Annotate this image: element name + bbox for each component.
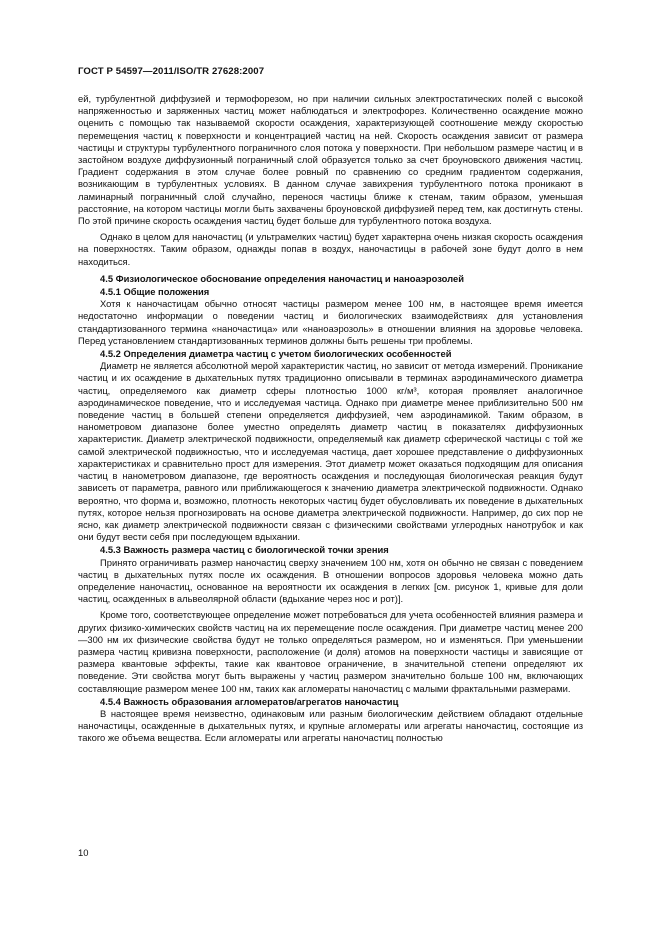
document-body [78,93,583,745]
page-number: 10 [78,847,89,858]
paragraph-intro: ей, турбулентной диффузией и термофорезом, но при наличии сильных электростатических полей с высокой напряженностью и заряженных частиц может наблюдаться и электрофорез. Количественно осаждение можно оценить с помощью так называемой скорости осаждения, характеризующей соотношение между скоростью перемещения частиц к поверхности и концентрацией частиц на ней. Скорость осаждения зависит от размера частицы и структуры турбулентного пограничного слоя потока у поверхности. При небольшом размере частиц и в застойном воздухе диффузионный пограничный слой образуется только за счет броуновского движения частиц. Градиент содержания в этом случае более ровный по сравнению со средним градиентом содержания, возникающим в турбулентных условиях. В данном случае завихрения турбулентного потока проникают в ламинарный пограничный слой случайно, перенося частицы ближе к стенам, таким образом, уменьшая расстояние, на котором частицы могли быть захвачены броуновской диффузией перед тем, как достигнуть стены. По этой причине скорость осаждения частиц будет больше для турбулентного потока воздуха. [78,93,583,227]
paragraph-4-5-3-a: Принято ограничивать размер наночастиц сверху значением 100 нм, хотя он обычно не связан с поведением частиц в дыхательных путях после их осаждения. В отношении вопросов здоровья человека можно дать определение наночастиц, основанное на вероятности их осаждения в легких [см. рисунок 1, кривые для доли частиц, осажденных в альвеолярной области (вдыхание через нос и рот)]. [78,556,583,605]
paragraph-low-deposition-rate: Однако в целом для наночастиц (и ультрамелких частиц) будет характерна очень низкая скорость осаждения на поверхностях. Таким образом, однажды попав в воздух, наночастицы в рабочей зоне будут долго в нем находиться. [78,231,583,267]
paragraph-4-5-4: В настоящее время неизвестно, одинаковым или разным биологическим действием обладают отдельные наночастицы, осажденные в дыхательных путях, и крупные агломераты или агрегаты наночастиц, состоящие из такого же объема вещества. Если агломераты или агрегаты наночастиц полностью [78,707,583,744]
paragraph-4-5-1: Хотя к наночастицам обычно относят частицы размером менее 100 нм, в настоящее время имеется недостаточно информации о поведении частиц и биологических взаимодействиях для установления стандартизованного термина «наночастица» или «наноаэрозоль» в отношении влияния на здоровье человека. Перед установлением стандартизованных терминов должны быть решены три проблемы. [78,298,583,346]
section-heading-4-5-3: 4.5.3 Важность размера частиц с биологической точки зрения [100,544,389,556]
section-heading-4-5-2: 4.5.2 Определения диаметра частиц с учетом биологических особенностей [100,348,452,360]
section-heading-4-5-1: 4.5.1 Общие положения [100,286,210,298]
paragraph-4-5-3-b: Кроме того, соответствующее определение может потребоваться для учета особенностей влияния размера и других физико-химических свойств частиц на их перемещение после осаждения. При диаметре частиц менее 200—300 нм их физические свойства будут не только определяться размером, но и изменяться. При уменьшении размера частиц кривизна поверхности, расположение (и доля) атомов на поверхности частицы и зависящие от размера квантовые эффекты, такие как квантовое ограничение, в значительной степени определяют их поведение. Эти свойства могут быть выражены у частиц размером значительно больше 100 нм, включающих составляющие размером менее 100 нм, таких как агломераты наночастиц с малыми фрактальными размерами. [78,609,583,694]
section-heading-4-5: 4.5 Физиологическое обоснование определения наночастиц и наноаэрозолей [100,272,464,284]
paragraph-4-5-2: Диаметр не является абсолютной мерой характеристик частиц, но зависит от метода измерений. Проникание частиц и их осаждение в дыхательных путях традиционно описывали в терминах аэродинамического диаметра частиц, определяемого как диаметр сферы плотностью 1000 кг/м³, которая проявляет аналогичное аэродинамическое поведение, что и исследуемая частица. Однако при диаметре менее приблизительно 500 нм поведение частиц в большей степени определяется диффузией, чем аэродинамикой. Таким образом, в нанометровом диапазоне более уместно определять диаметр частиц в показателях диффузионных характеристик. Диаметр электрической подвижности, определяемый как диаметр сферической частицы с той же самой электрической подвижностью, что и исследуемая частица, дает хорошее представление о диффузионных характеристиках и сравнительно прост для измерения. Этот диаметр может оказаться подходящим для описания частиц в нанометровом диапазоне, где вероятность осаждения и последующая биологическая реакция будут зависеть от параметра, равного или приближающегося к значению диаметра электрической подвижности. Однако вероятно, что форма и, возможно, плотность некоторых частиц будет обусловливать их поведение в дыхательных путях, которое нельзя прогнозировать на основе диаметра электрической подвижности. Например, до сих пор не ясно, как диаметр электрической подвижности связан с физическими свойствами углеродных нанотрубок и как они будут вести себя при последующем вдыхании. [78,360,583,543]
document-header: ГОСТ Р 54597—2011/ISO/TR 27628:2007 [78,66,265,77]
section-heading-4-5-4: 4.5.4 Важность образования агломератов/агрегатов наночастиц [100,695,399,707]
